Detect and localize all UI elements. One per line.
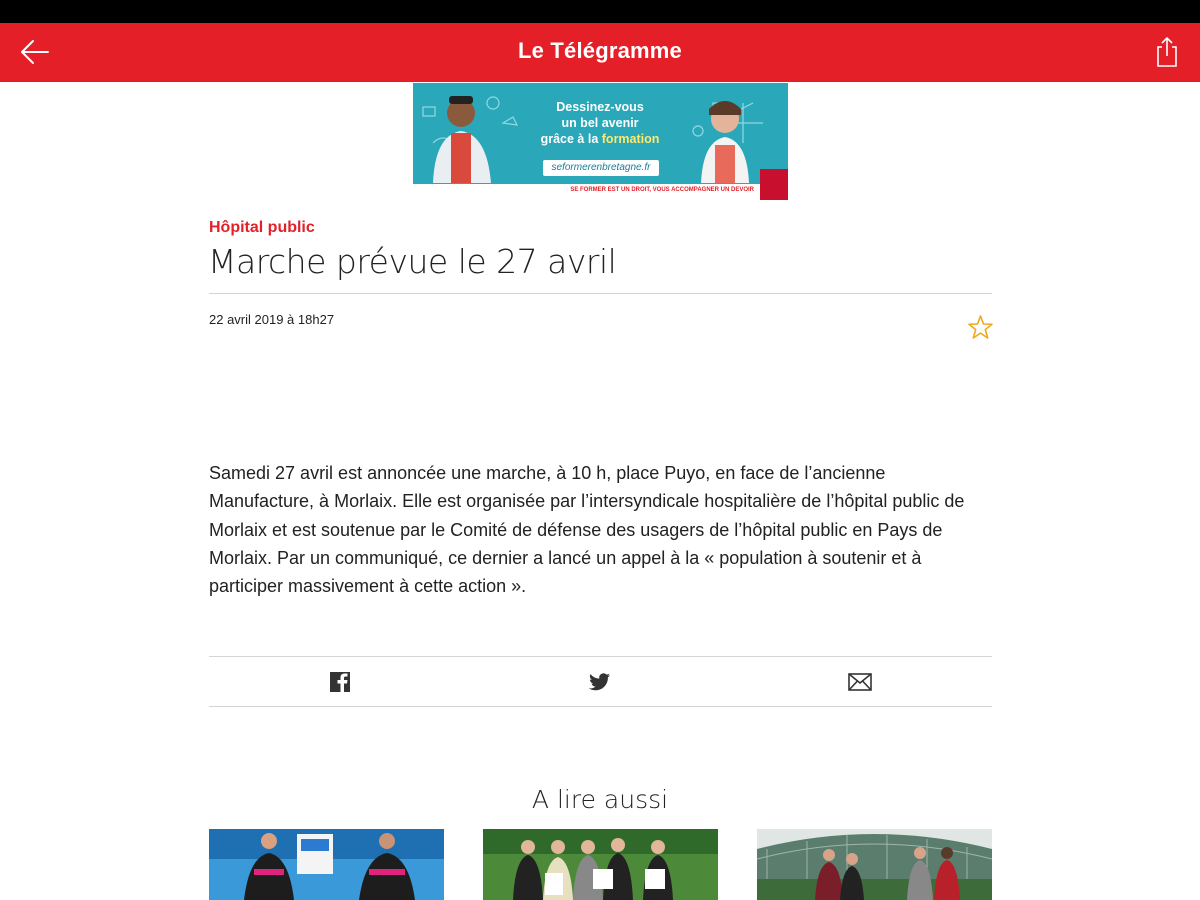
star-outline-icon	[967, 314, 994, 341]
ad-footer-text: SE FORMER EST UN DROIT, VOUS ACCOMPAGNER UN DEVOIR	[570, 187, 754, 193]
ad-line-1: Dessinez-vous	[556, 100, 644, 114]
status-bar	[0, 0, 1200, 23]
title-divider	[209, 293, 992, 294]
facebook-icon	[329, 671, 351, 693]
related-article-thumbnail[interactable]	[757, 829, 992, 900]
twitter-icon	[589, 672, 611, 692]
ad-headline	[525, 99, 675, 147]
share-facebook-button[interactable]	[327, 669, 353, 695]
ad-line-3	[525, 131, 675, 147]
related-section-title: A lire aussi	[531, 785, 669, 814]
mail-icon	[848, 673, 872, 691]
app-title: Le Télégramme	[517, 38, 682, 63]
share-bar	[209, 657, 992, 706]
share-bottom-divider	[209, 706, 992, 707]
ad-line-3-prefix: grâce à la	[540, 132, 599, 146]
share-mail-button[interactable]	[847, 669, 873, 695]
ad-footer	[413, 184, 788, 200]
ad-line-2: un bel avenir	[561, 116, 639, 130]
share-twitter-button[interactable]	[587, 669, 613, 695]
related-photo-1	[209, 829, 444, 900]
ad-banner[interactable]	[413, 83, 788, 200]
ad-url: seformerenbretagne.fr	[543, 160, 659, 176]
ad-logo	[760, 169, 788, 200]
article-title: Marche prévue le 27 avril	[208, 242, 617, 281]
article-kicker: Hôpital public	[209, 219, 315, 236]
top-nav-bar	[0, 23, 1200, 82]
ad-line-3-highlight: formation	[601, 132, 660, 146]
article-date: 22 avril 2019 à 18h27	[209, 312, 335, 327]
related-article-thumbnail[interactable]	[209, 829, 444, 900]
article-body: Samedi 27 avril est annoncée une marche, à 10 h, place Puyo, en face de l’ancienne Manufacture, à Morlaix. Elle est organisée par l’intersyndicale hospitalière de l’hôpital public de Morlaix et est soutenue par le Comité de défense des usagers de l’hôpital public en Pays de Morlaix. Par un communiqué, ce dernier a lancé un appel à la « population à soutenir et à participer massivement à cette action ».	[209, 463, 965, 597]
related-photo-2	[483, 829, 718, 900]
share-icon	[1153, 36, 1181, 68]
favorite-button[interactable]	[967, 314, 994, 341]
related-photo-3	[757, 829, 992, 900]
related-article-thumbnail[interactable]	[483, 829, 718, 900]
share-button[interactable]	[1153, 36, 1181, 68]
